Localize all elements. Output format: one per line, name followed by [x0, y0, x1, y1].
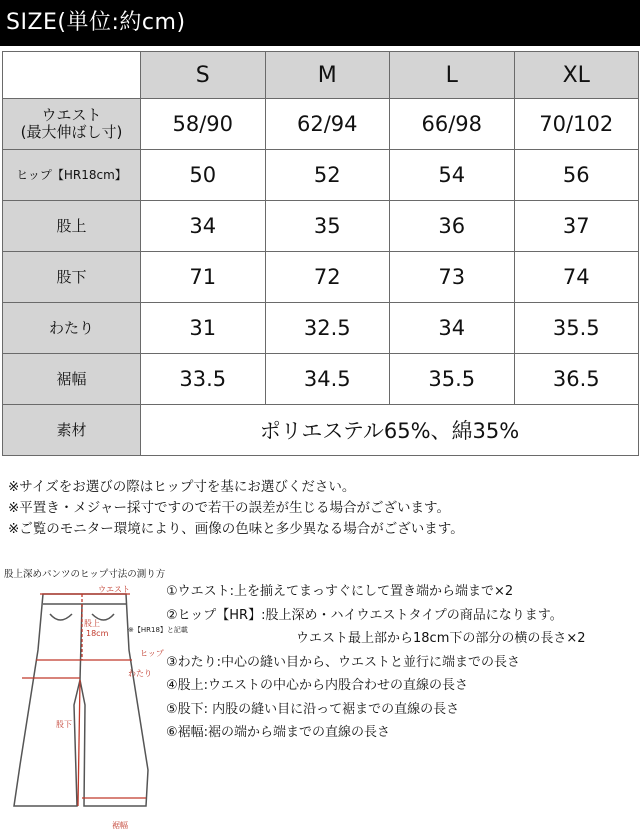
pants-diagram	[0, 580, 188, 835]
table-cell: 35	[265, 201, 390, 252]
diagram-label-inseam: 股下	[56, 720, 72, 729]
table-row	[3, 354, 639, 405]
table-cell: 35.5	[514, 303, 639, 354]
table-row	[3, 201, 639, 252]
size-header-row	[3, 52, 639, 99]
table-cell: 62/94	[265, 99, 390, 150]
table-cell: 37	[514, 201, 639, 252]
row-label-rise: 股上	[3, 201, 141, 252]
row-label-hem: 裾幅	[3, 354, 141, 405]
table-cell: 35.5	[390, 354, 515, 405]
step-line: ⑥裾幅:裾の端から端までの直線の長さ	[166, 725, 391, 740]
table-cell: 52	[265, 150, 390, 201]
table-cell: 58/90	[141, 99, 266, 150]
table-row	[3, 252, 639, 303]
header-corner-cell	[3, 52, 141, 99]
size-header-m: M	[265, 52, 390, 99]
table-cell: 70/102	[514, 99, 639, 150]
page-title: SIZE(単位:約cm)	[0, 0, 640, 46]
diagram-hr-note: ※【HR18】と記載	[128, 626, 188, 634]
table-row	[3, 303, 639, 354]
table-cell: 33.5	[141, 354, 266, 405]
size-table	[2, 51, 639, 456]
material-value: ポリエステル65%、綿35%	[141, 405, 639, 456]
row-label-inseam: 股下	[3, 252, 141, 303]
table-cell: 54	[390, 150, 515, 201]
diagram-title: 股上深めパンツのヒップ寸法の測り方	[4, 569, 166, 580]
table-cell: 71	[141, 252, 266, 303]
size-header-xl: XL	[514, 52, 639, 99]
step-line: ⑤股下: 内股の縫い目に沿って裾までの直線の長さ	[166, 701, 460, 717]
row-label-thigh: わたり	[3, 303, 141, 354]
note-line: ※平置き・メジャー採寸ですので若干の誤差が生じる場合がございます。	[8, 500, 450, 516]
row-label-waist: ウエスト (最大伸ばし寸)	[3, 99, 141, 150]
diagram-label-hip: ヒップ	[140, 649, 164, 658]
step-line: ウエスト最上部から18cm下の部分の横の長さ×2	[296, 631, 586, 646]
diagram-label-hem: 裾幅	[112, 821, 128, 830]
table-row	[3, 405, 639, 456]
row-label-hip: ヒップ【HR18cm】	[3, 150, 141, 201]
step-line: ④股上:ウエストの中心から内股合わせの直線の長さ	[166, 678, 469, 693]
table-cell: 32.5	[265, 303, 390, 354]
size-header-l: L	[390, 52, 515, 99]
measurement-steps	[166, 580, 636, 745]
table-cell: 34	[390, 303, 515, 354]
step-line: ①ウエスト:上を揃えてまっすぐにして置き端から端まで×2	[166, 584, 514, 599]
table-row	[3, 150, 639, 201]
table-cell: 34	[141, 201, 266, 252]
table-row	[3, 99, 639, 150]
table-cell: 74	[514, 252, 639, 303]
table-cell: 50	[141, 150, 266, 201]
step-line: ③わたり:中心の縫い目から、ウエストと並行に端までの長さ	[166, 654, 521, 670]
size-header-s: S	[141, 52, 266, 99]
row-label-material: 素材	[3, 405, 141, 456]
table-cell: 36	[390, 201, 515, 252]
table-cell: 73	[390, 252, 515, 303]
notes-block	[8, 477, 628, 540]
diagram-label-rise-length: 18cm	[86, 629, 109, 638]
step-line: ②ヒップ【HR】:股上深め・ハイウエストタイプの商品になります。	[166, 607, 563, 623]
table-cell: 56	[514, 150, 639, 201]
diagram-label-waist: ウエスト	[98, 585, 130, 594]
table-cell: 72	[265, 252, 390, 303]
table-cell: 36.5	[514, 354, 639, 405]
note-line: ※サイズをお選びの際はヒップ寸を基にお選びください。	[8, 479, 356, 495]
table-cell: 66/98	[390, 99, 515, 150]
diagram-label-thigh: わたり	[128, 669, 152, 678]
table-cell: 31	[141, 303, 266, 354]
table-cell: 34.5	[265, 354, 390, 405]
note-line: ※ご覧のモニター環境により、画像の色味と多少異なる場合がございます。	[8, 521, 464, 537]
diagram-label-rise: 股上	[84, 619, 100, 628]
